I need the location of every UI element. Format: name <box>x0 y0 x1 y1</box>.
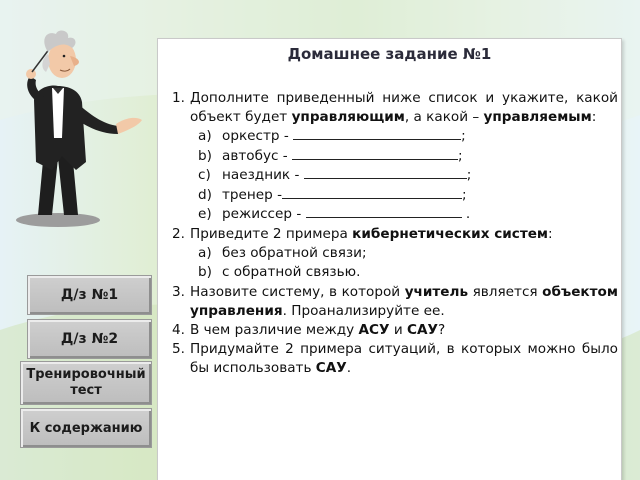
task-text: , а какой – <box>404 109 484 125</box>
item-text: автобус - <box>222 147 293 164</box>
task-text: Дополните приведенный ниже список и укажите, какой объект будет <box>190 90 618 125</box>
task-bold-text: САУ <box>315 359 347 376</box>
task-text: В чем различие между <box>190 321 359 338</box>
task-1-item-a <box>172 127 618 147</box>
item-text: режиссер - <box>222 206 306 222</box>
item-letter: a) <box>198 128 212 144</box>
task-4 <box>172 321 618 340</box>
task-1 <box>172 89 618 127</box>
task-number: 5. <box>172 340 185 357</box>
item-letter: d) <box>198 186 212 203</box>
task-text: ? <box>437 321 446 338</box>
item-end: ; <box>461 128 466 144</box>
task-bold-text: кибернетических систем <box>352 225 549 242</box>
conductor-illustration <box>6 30 156 230</box>
hw2-button[interactable] <box>27 319 152 359</box>
hw1-button-label: Д/з №1 <box>60 287 119 303</box>
task-text: : <box>591 109 597 125</box>
answer-blank[interactable] <box>304 166 467 179</box>
task-number: 3. <box>172 283 185 300</box>
task-text: и <box>389 321 407 338</box>
task-2 <box>172 225 618 244</box>
task-bold-text: АСУ <box>358 321 390 338</box>
task-bold-text: объектом управления <box>190 283 618 319</box>
page-title: Домашнее задание №1 <box>287 45 492 63</box>
hw2-button-label: Д/з №2 <box>60 331 119 347</box>
answer-blank[interactable] <box>293 127 461 140</box>
task-2-item-a <box>172 244 618 264</box>
task-text: . Проанализируйте ее. <box>282 302 445 319</box>
task-list <box>172 89 618 378</box>
answer-blank[interactable] <box>292 147 458 160</box>
task-text: является <box>468 283 543 300</box>
item-end: ; <box>466 167 472 183</box>
item-letter: e) <box>198 206 212 222</box>
item-text: тренер - <box>222 186 283 203</box>
item-end: ; <box>462 186 467 203</box>
task-number: 2. <box>172 225 185 242</box>
answer-blank[interactable] <box>306 205 462 218</box>
task-text: Придумайте 2 примера ситуаций, в которых можно было бы использовать <box>190 340 618 376</box>
training-test-label-line2: тест <box>70 383 102 398</box>
answer-blank[interactable] <box>282 186 462 199</box>
item-letter: b) <box>198 147 212 164</box>
contents-button[interactable] <box>20 408 152 448</box>
item-text: с обратной связью. <box>222 264 361 280</box>
task-bold-text: управляемым <box>483 109 592 125</box>
task-text: . <box>346 359 352 376</box>
task-1-item-c <box>172 166 618 186</box>
task-text: : <box>548 225 553 242</box>
task-1-item-e <box>172 205 618 225</box>
homework-card <box>157 38 622 480</box>
task-bold-text: учитель <box>404 283 469 300</box>
item-text: наездник - <box>222 167 304 183</box>
training-test-label-line1: Тренировочный <box>26 367 146 382</box>
task-1-item-b <box>172 147 618 167</box>
task-1-item-d <box>172 186 618 206</box>
contents-button-label: К содержанию <box>29 420 143 436</box>
task-text: Назовите систему, в которой <box>190 283 405 300</box>
item-letter: c) <box>198 167 211 183</box>
item-end: ; <box>458 147 463 164</box>
item-letter: a) <box>198 244 212 261</box>
task-number: 1. <box>172 90 185 106</box>
task-3 <box>172 283 618 321</box>
item-end: . <box>461 206 471 222</box>
task-2-item-b <box>172 263 618 283</box>
item-text: без обратной связи; <box>222 244 367 261</box>
task-text: Приведите 2 примера <box>190 225 353 242</box>
task-5 <box>172 340 618 378</box>
item-letter: b) <box>198 264 212 280</box>
item-text: оркестр - <box>222 128 294 144</box>
task-number: 4. <box>172 321 185 338</box>
task-bold-text: САУ <box>406 321 438 338</box>
training-test-button[interactable] <box>20 361 152 405</box>
task-bold-text: управляющим <box>291 109 405 125</box>
hw1-button[interactable] <box>27 275 152 315</box>
